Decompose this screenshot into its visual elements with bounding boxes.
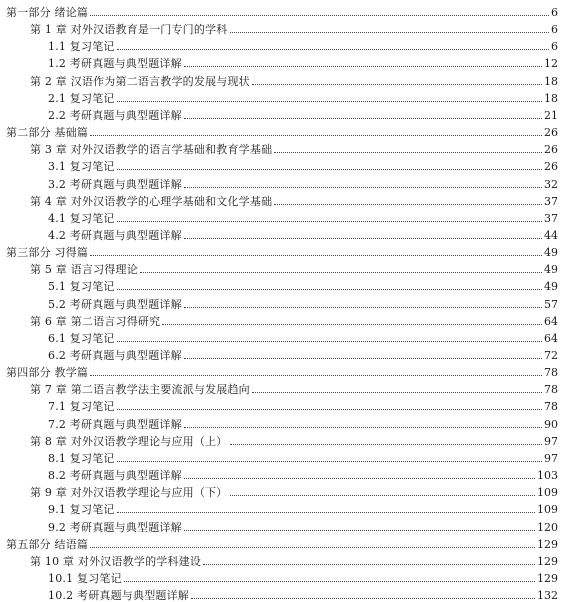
- toc-entry-title: 2.1 复习笔记: [48, 91, 115, 105]
- dot-leader: [162, 324, 542, 325]
- toc-entry-chapter[interactable]: [0, 191, 564, 208]
- dot-leader: [117, 49, 549, 50]
- toc-entry-title: 9.1 复习笔记: [48, 503, 115, 517]
- toc-entry-page-number: 37: [544, 194, 558, 208]
- dot-leader: [184, 358, 542, 359]
- toc-entry-section[interactable]: [0, 156, 564, 173]
- dot-leader: [230, 32, 550, 33]
- toc-entry-section[interactable]: [0, 585, 564, 602]
- dot-leader: [90, 135, 542, 136]
- toc-entry-page-number: 97: [544, 451, 558, 465]
- toc-entry-section[interactable]: [0, 499, 564, 516]
- toc-entry-title: 2.2 考研真题与典型题详解: [48, 108, 182, 122]
- toc-entry-section[interactable]: [0, 225, 564, 242]
- toc-entry-title: 4.2 考研真题与典型题详解: [48, 228, 182, 242]
- toc-entry-page-number: 37: [544, 211, 558, 225]
- toc-entry-page-number: 129: [537, 537, 558, 551]
- toc-entry-title: 第 2 章 汉语作为第二语言教学的发展与现状: [30, 74, 250, 88]
- toc-entry-page-number: 129: [537, 571, 558, 585]
- toc-entry-title: 第 5 章 语言习得理论: [30, 263, 138, 277]
- dot-leader: [90, 15, 549, 16]
- toc-entry-chapter[interactable]: [0, 71, 564, 88]
- toc-entry-title: 3.2 考研真题与典型题详解: [48, 177, 182, 191]
- toc-entry-chapter[interactable]: [0, 431, 564, 448]
- toc-entry-title: 第 6 章 第二语言习得研究: [30, 314, 161, 328]
- toc-entry-title: 3.1 复习笔记: [48, 160, 115, 174]
- toc-entry-page-number: 90: [544, 417, 558, 431]
- toc-entry-page-number: 103: [537, 469, 558, 483]
- toc-entry-page-number: 6: [551, 6, 558, 19]
- toc-entry-page-number: 21: [544, 108, 558, 122]
- dot-leader: [274, 204, 542, 205]
- toc-entry-section[interactable]: [0, 328, 564, 345]
- toc-entry-chapter[interactable]: [0, 311, 564, 328]
- toc-entry-title: 5.1 复习笔记: [48, 280, 115, 294]
- toc-entry-title: 1.2 考研真题与典型题详解: [48, 57, 182, 71]
- toc-entry-page-number: 78: [544, 383, 558, 397]
- toc-entry-page-number: 26: [544, 143, 558, 157]
- toc-entry-section[interactable]: [0, 88, 564, 105]
- dot-leader: [124, 581, 535, 582]
- toc-entry-title: 9.2 考研真题与典型题详解: [48, 520, 182, 534]
- dot-leader: [191, 598, 535, 599]
- toc-entry-section[interactable]: [0, 345, 564, 362]
- toc-entry-title: 8.2 考研真题与典型题详解: [48, 469, 182, 483]
- toc-entry-title: 第五部分 结语篇: [6, 537, 89, 551]
- toc-entry-section[interactable]: [0, 396, 564, 413]
- toc-entry-section[interactable]: [0, 414, 564, 431]
- toc-entry-section[interactable]: [0, 276, 564, 293]
- dot-leader: [184, 238, 542, 239]
- dot-leader: [252, 392, 542, 393]
- toc-entry-page-number: 72: [544, 349, 558, 362]
- toc-entry-part[interactable]: [0, 362, 564, 379]
- dot-leader: [230, 495, 536, 496]
- toc-entry-section[interactable]: [0, 568, 564, 585]
- toc-entry-page-number: 64: [544, 314, 558, 328]
- toc-entry-chapter[interactable]: [0, 19, 564, 36]
- toc-entry-page-number: 49: [544, 263, 558, 277]
- toc-entry-title: 4.1 复习笔记: [48, 211, 115, 225]
- dot-leader: [184, 118, 542, 119]
- toc-entry-title: 8.1 复习笔记: [48, 451, 115, 465]
- toc-entry-part[interactable]: [0, 122, 564, 139]
- toc-entry-page-number: 6: [551, 40, 558, 54]
- toc-entry-page-number: 78: [544, 400, 558, 414]
- toc-entry-title: 第二部分 基础篇: [6, 126, 89, 140]
- dot-leader: [184, 187, 542, 188]
- toc-entry-chapter[interactable]: [0, 379, 564, 396]
- toc-entry-title: 7.2 考研真题与典型题详解: [48, 417, 182, 431]
- toc-entry-page-number: 26: [544, 160, 558, 174]
- toc-entry-section[interactable]: [0, 448, 564, 465]
- toc-entry-section[interactable]: [0, 36, 564, 53]
- toc-entry-chapter[interactable]: [0, 259, 564, 276]
- dot-leader: [184, 427, 542, 428]
- toc-entry-part[interactable]: [0, 534, 564, 551]
- toc-entry-section[interactable]: [0, 105, 564, 122]
- toc-entry-part[interactable]: [0, 2, 564, 19]
- toc-entry-title: 第 7 章 第二语言教学法主要流派与发展趋向: [30, 383, 250, 397]
- dot-leader: [117, 169, 542, 170]
- toc-entry-section[interactable]: [0, 465, 564, 482]
- toc-entry-title: 第 3 章 对外汉语教学的语言学基础和教育学基础: [30, 143, 273, 157]
- toc-entry-page-number: 132: [537, 589, 558, 602]
- toc-entry-page-number: 78: [544, 366, 558, 380]
- toc-entry-title: 第 4 章 对外汉语教学的心理学基础和文化学基础: [30, 194, 273, 208]
- toc-entry-page-number: 26: [544, 126, 558, 140]
- toc-entry-page-number: 120: [537, 520, 558, 534]
- dot-leader: [117, 289, 542, 290]
- toc-entry-section[interactable]: [0, 517, 564, 534]
- toc-entry-page-number: 32: [544, 177, 558, 191]
- dot-leader: [117, 341, 542, 342]
- toc-entry-title: 第四部分 教学篇: [6, 366, 89, 380]
- toc-entry-title: 1.1 复习笔记: [48, 40, 115, 54]
- dot-leader: [117, 409, 542, 410]
- dot-leader: [140, 272, 542, 273]
- toc-entry-title: 第 10 章 对外汉语教学的学科建设: [30, 554, 202, 568]
- dot-leader: [184, 530, 535, 531]
- toc-entry-section[interactable]: [0, 208, 564, 225]
- toc-entry-section[interactable]: [0, 174, 564, 191]
- toc-entry-page-number: 129: [537, 554, 558, 568]
- toc-entry-title: 10.1 复习笔记: [48, 571, 122, 585]
- dot-leader: [184, 307, 542, 308]
- dot-leader: [117, 512, 535, 513]
- toc-entry-page-number: 6: [551, 23, 558, 37]
- toc-entry-title: 第 9 章 对外汉语教学理论与应用（下）: [30, 486, 228, 500]
- toc-entry-title: 第三部分 习得篇: [6, 246, 89, 260]
- dot-leader: [184, 478, 535, 479]
- toc-entry-page-number: 12: [544, 57, 558, 71]
- dot-leader: [252, 84, 542, 85]
- toc-entry-title: 10.2 考研真题与典型题详解: [48, 589, 189, 602]
- toc-entry-page-number: 109: [537, 486, 558, 500]
- toc-entry-page-number: 57: [544, 297, 558, 311]
- toc-entry-title: 第 8 章 对外汉语教学理论与应用（上）: [30, 434, 228, 448]
- toc-entry-page-number: 18: [544, 91, 558, 105]
- toc-entry-part[interactable]: [0, 242, 564, 259]
- dot-leader: [90, 375, 542, 376]
- toc-entry-title: 6.1 复习笔记: [48, 331, 115, 345]
- toc-entry-page-number: 49: [544, 246, 558, 260]
- toc-entry-title: 6.2 考研真题与典型题详解: [48, 349, 182, 362]
- toc-entry-page-number: 64: [544, 331, 558, 345]
- toc-entry-title: 7.1 复习笔记: [48, 400, 115, 414]
- toc-entry-page-number: 18: [544, 74, 558, 88]
- dot-leader: [230, 444, 543, 445]
- dot-leader: [203, 564, 535, 565]
- dot-leader: [184, 66, 542, 67]
- toc-entry-title: 第一部分 绪论篇: [6, 6, 89, 19]
- toc-entry-title: 5.2 考研真题与典型题详解: [48, 297, 182, 311]
- toc-entry-section[interactable]: [0, 53, 564, 70]
- toc-entry-page-number: 44: [544, 228, 558, 242]
- dot-leader: [90, 255, 542, 256]
- toc-entry-chapter[interactable]: [0, 482, 564, 499]
- dot-leader: [117, 101, 542, 102]
- dot-leader: [90, 547, 535, 548]
- toc-entry-page-number: 97: [544, 434, 558, 448]
- toc-entry-page-number: 109: [537, 503, 558, 517]
- toc-entry-page-number: 49: [544, 280, 558, 294]
- dot-leader: [274, 152, 542, 153]
- toc-entry-chapter[interactable]: [0, 139, 564, 156]
- toc-entry-section[interactable]: [0, 294, 564, 311]
- dot-leader: [117, 461, 542, 462]
- toc-entry-chapter[interactable]: [0, 551, 564, 568]
- dot-leader: [117, 221, 542, 222]
- toc-entry-title: 第 1 章 对外汉语教育是一门专门的学科: [30, 23, 228, 37]
